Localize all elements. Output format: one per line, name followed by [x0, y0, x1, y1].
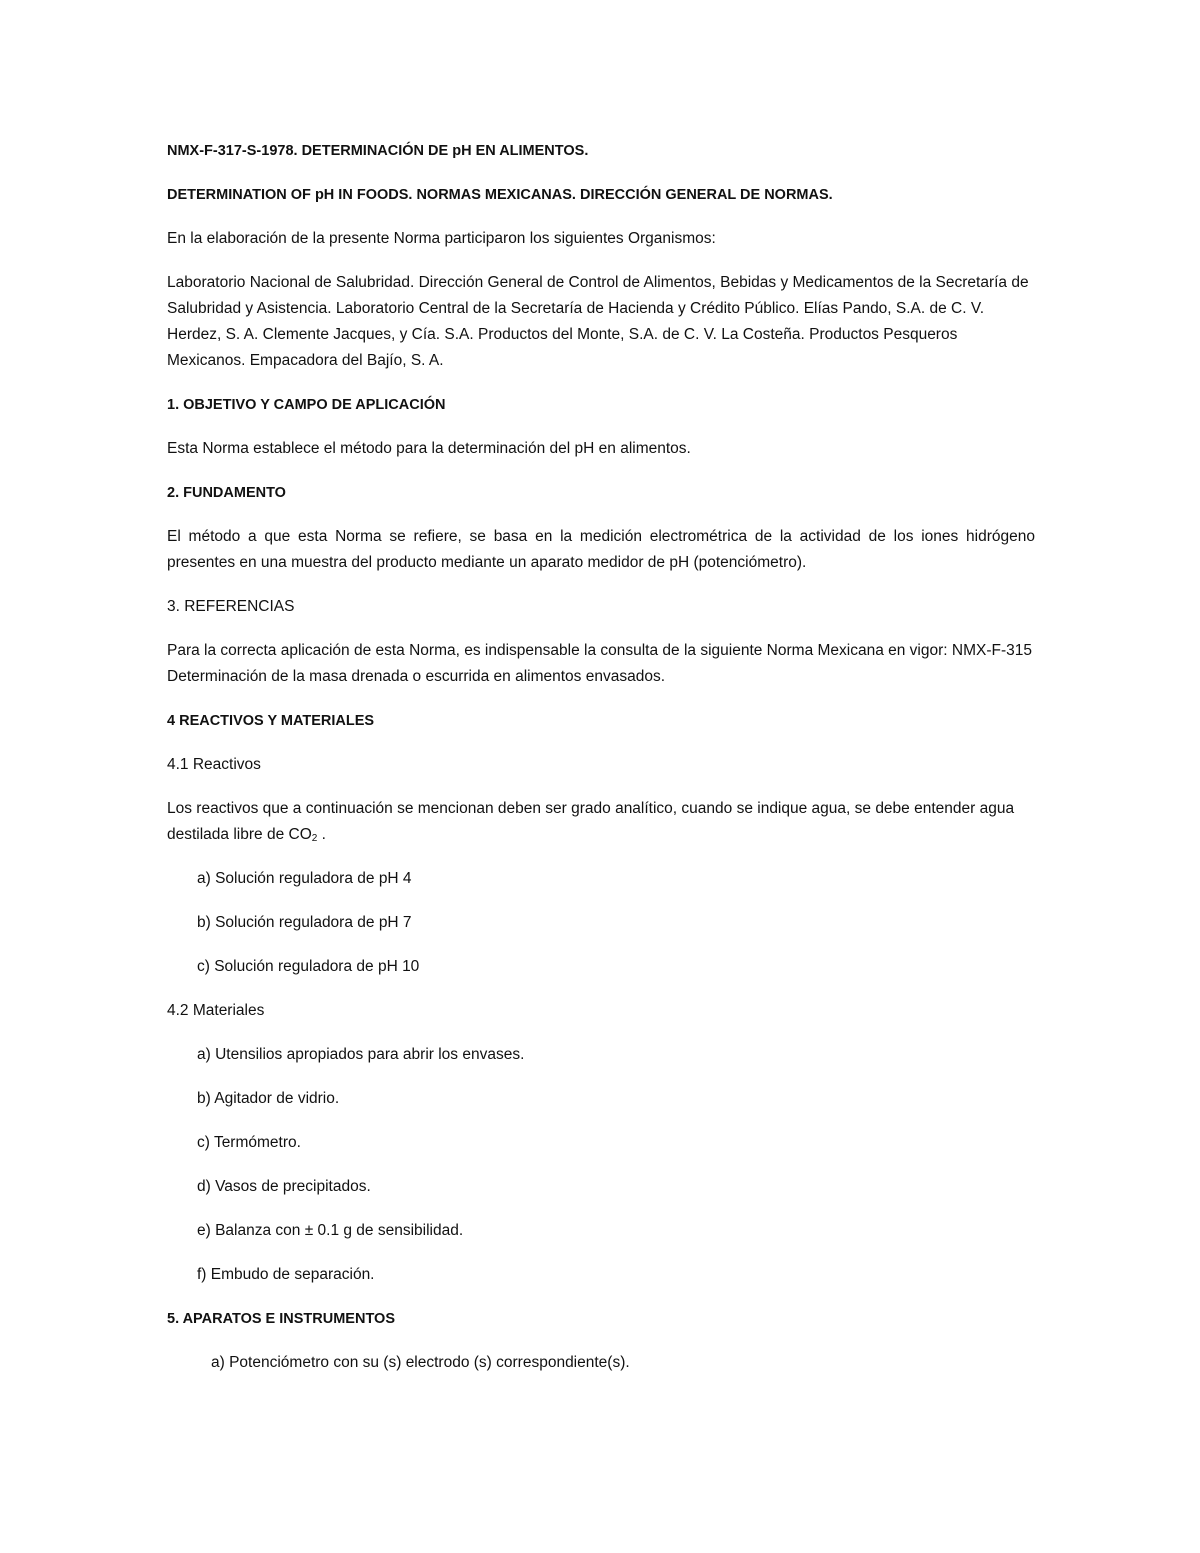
- list-item-material: c) Termómetro.: [197, 1134, 301, 1151]
- section-heading-reactivos-materiales: 4 REACTIVOS Y MATERIALES: [167, 713, 375, 729]
- document-subtitle: DETERMINATION OF pH IN FOODS. NORMAS MEXICANAS. DIRECCIÓN GENERAL DE NORMAS.: [167, 187, 833, 203]
- list-item-material: b) Agitador de vidrio.: [197, 1090, 340, 1107]
- subsection-text-reactivos: [167, 796, 1035, 848]
- section-text-referencias: Para la correcta aplicación de esta Norma, es indispensable la consulta de la siguiente Norma Mexicana en vigor: NMX-F-315 Determinación de la masa drenada o escurrida en alimentos envasados.: [167, 642, 1032, 685]
- document-title: NMX-F-317-S-1978. DETERMINACIÓN DE pH EN ALIMENTOS.: [167, 143, 589, 159]
- list-item-material: f) Embudo de separación.: [197, 1266, 375, 1283]
- participants-paragraph: Laboratorio Nacional de Salubridad. Dirección General de Control de Alimentos, Bebidas y Medicamentos de la Secretaría de Salubridad y Asistencia. Laboratorio Central de la Secretaría de Hacienda y Crédito Público. Elías Pando, S.A. de C. V. Herdez, S. A. Clemente Jacques, y Cía. S.A. Productos del Monte, S.A. de C. V. La Costeña. Productos Pesqueros Mexicanos. Empacadora del Bajío, S. A.: [167, 274, 1029, 369]
- section-heading-referencias: 3. REFERENCIAS: [167, 598, 295, 615]
- subsection-heading-materiales: 4.2 Materiales: [167, 1002, 265, 1019]
- section-text-objetivo: Esta Norma establece el método para la determinación del pH en alimentos.: [167, 440, 691, 457]
- list-item-material: e) Balanza con ± 0.1 g de sensibilidad.: [197, 1222, 464, 1239]
- reactivos-text-tail: .: [317, 826, 326, 843]
- reactivos-text: Los reactivos que a continuación se mencionan deben ser grado analítico, cuando se indique agua, se debe entender agua destilada libre de CO: [167, 800, 1015, 843]
- list-item-reactivo: c) Solución reguladora de pH 10: [197, 958, 420, 975]
- section-heading-aparatos: 5. APARATOS E INSTRUMENTOS: [167, 1311, 395, 1327]
- list-item-reactivo: b) Solución reguladora de pH 7: [197, 914, 412, 931]
- section-heading-objetivo: 1. OBJETIVO Y CAMPO DE APLICACIÓN: [167, 397, 446, 413]
- document-body: [167, 138, 1035, 1394]
- list-item-material: d) Vasos de precipitados.: [197, 1178, 371, 1195]
- list-item-reactivo: a) Solución reguladora de pH 4: [197, 870, 412, 887]
- section-text-fundamento: El método a que esta Norma se refiere, se basa en la medición electrométrica de la actividad de los iones hidrógeno presentes en una muestra del producto mediante un aparato medidor de pH (potenciómetro).: [167, 528, 1035, 571]
- section-heading-fundamento: 2. FUNDAMENTO: [167, 485, 286, 501]
- intro-paragraph: En la elaboración de la presente Norma participaron los siguientes Organismos:: [167, 230, 716, 247]
- list-item-aparato: a) Potenciómetro con su (s) electrodo (s) correspondiente(s).: [211, 1354, 630, 1371]
- subsection-heading-reactivos: 4.1 Reactivos: [167, 756, 261, 773]
- list-item-material: a) Utensilios apropiados para abrir los envases.: [197, 1046, 525, 1063]
- co2-subscript: 2: [311, 833, 318, 844]
